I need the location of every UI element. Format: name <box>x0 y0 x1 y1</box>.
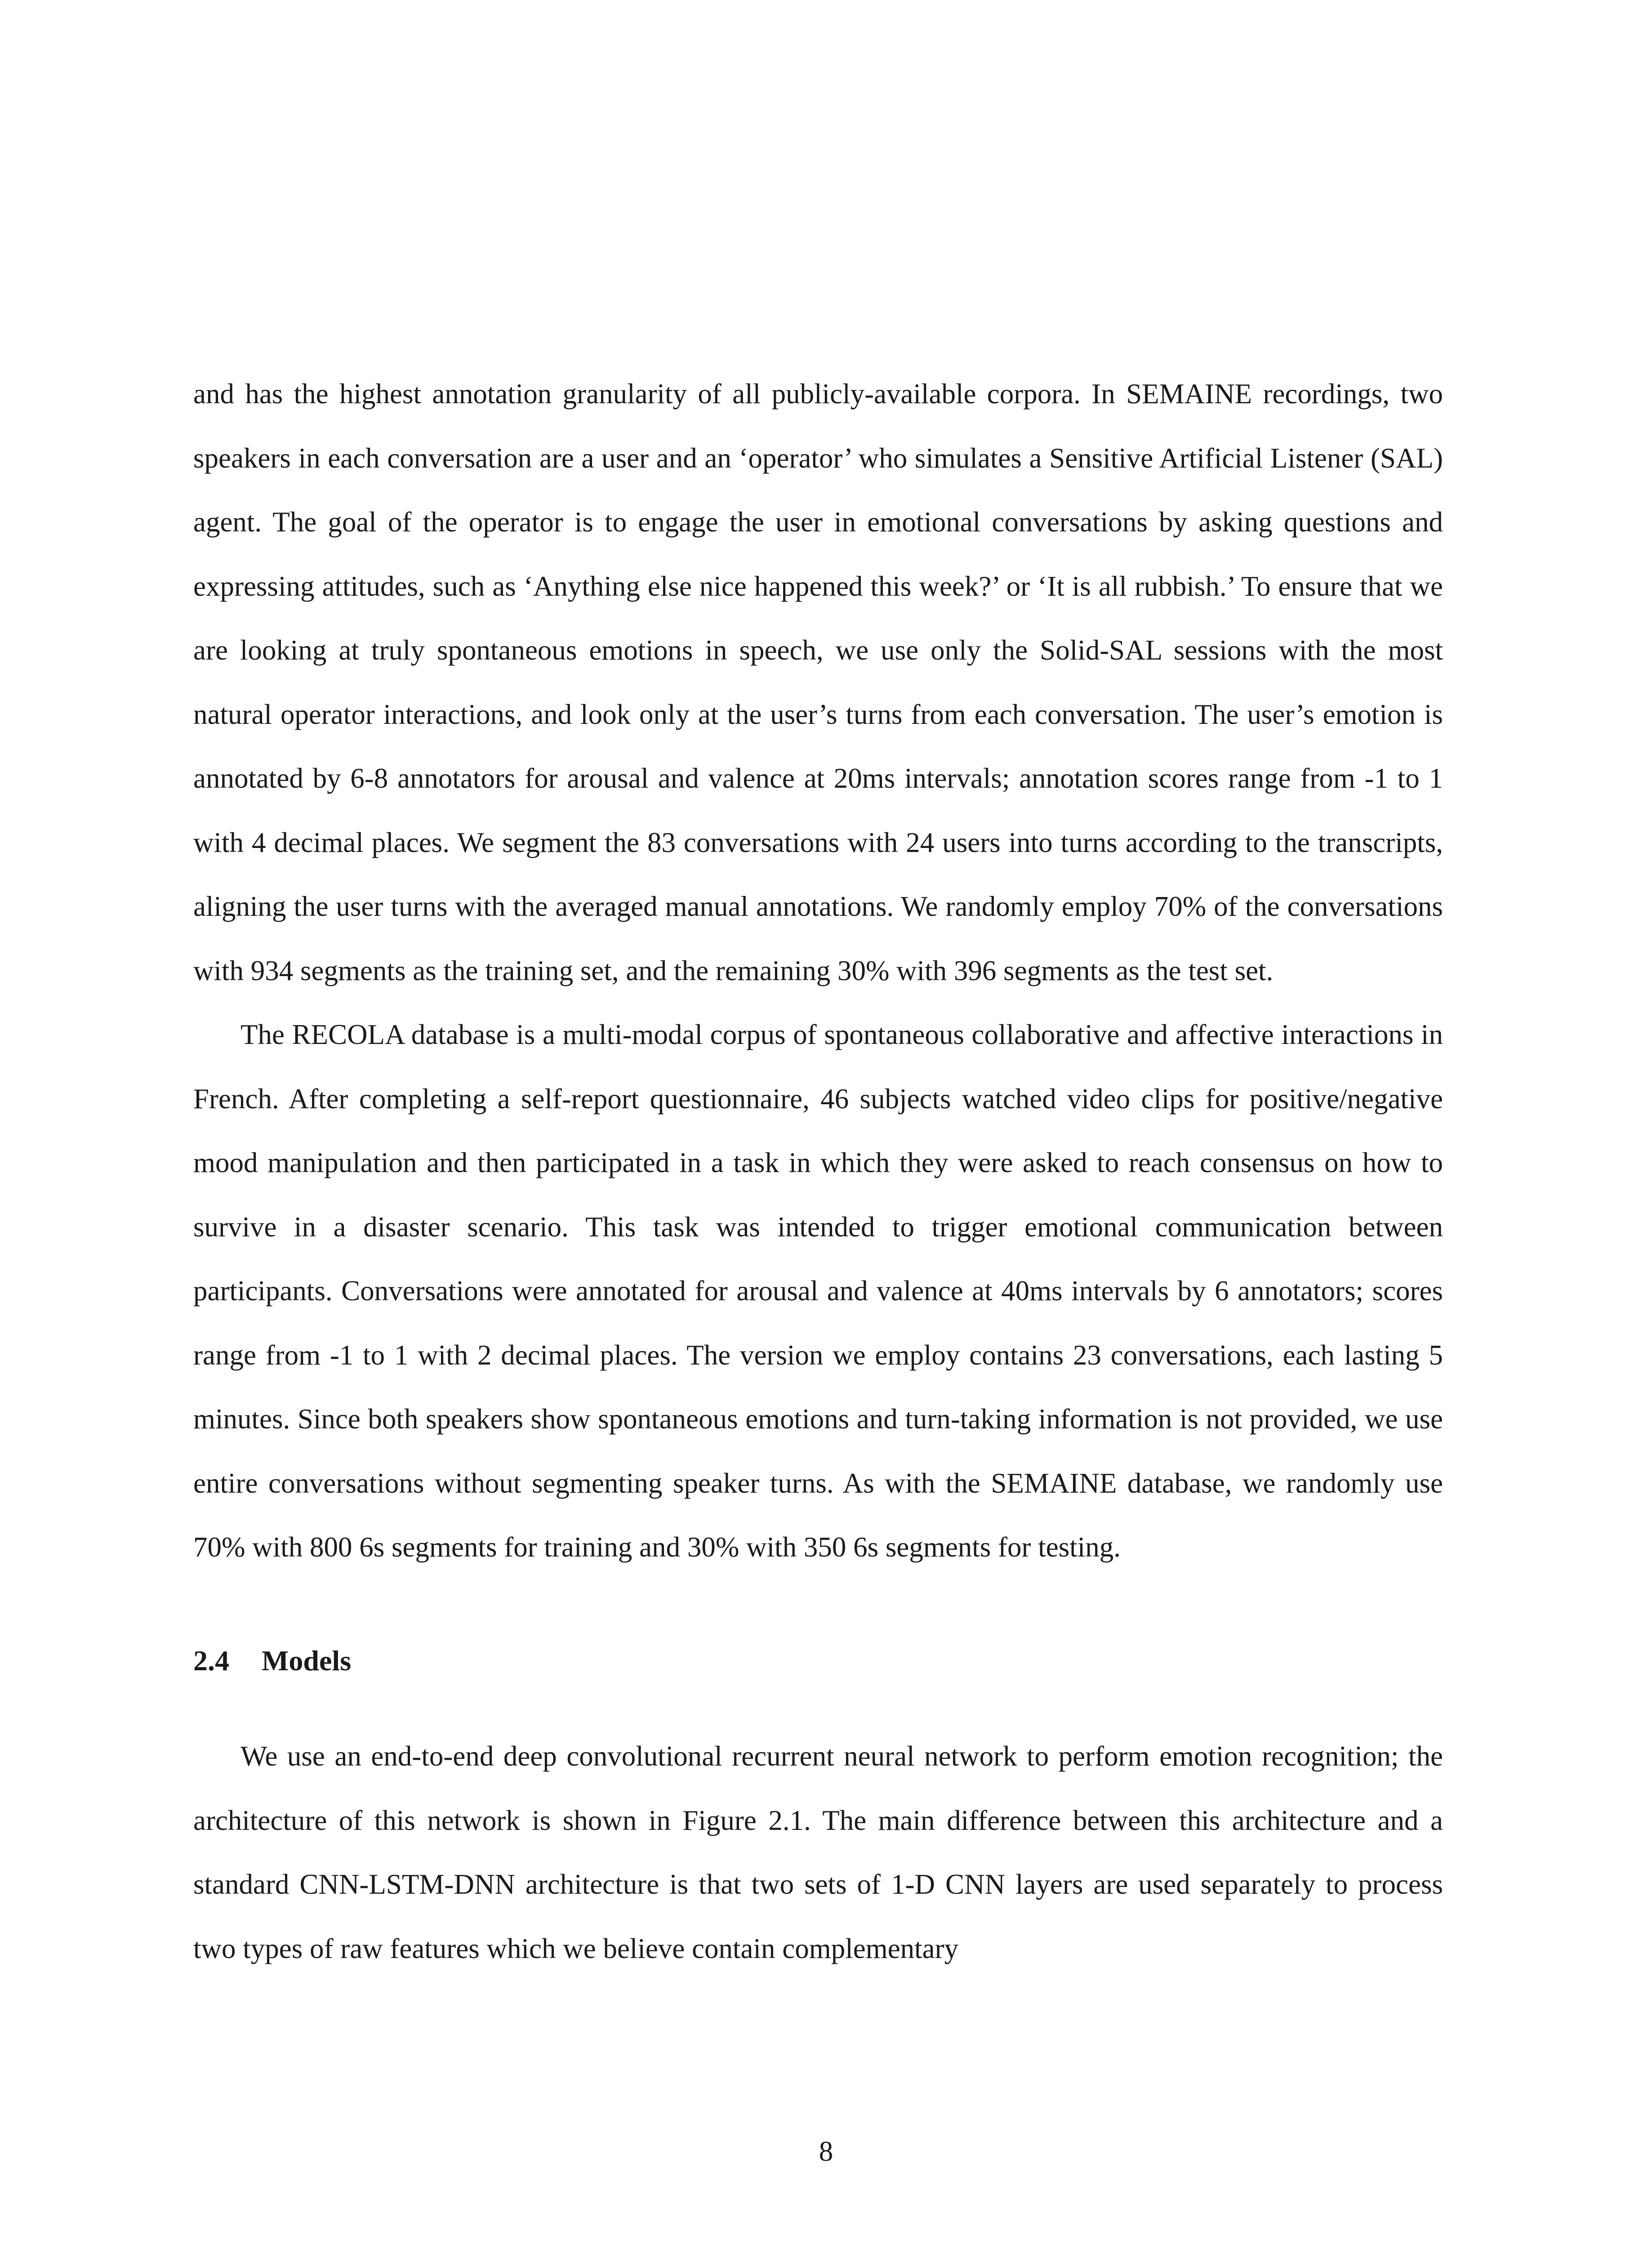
section-heading <box>193 1629 1443 1693</box>
heading-spacer <box>193 1693 1443 1724</box>
section-spacer <box>193 1579 1443 1629</box>
body-text <box>193 362 1443 1980</box>
paragraph-recola: The RECOLA database is a multi-modal corpus of spontaneous collaborative and affective interactions in French. After completing a self-report questionnaire, 46 subjects watched video clips for positive/negative mood manipulation and then participated in a task in which they were asked to reach consensus on how to survive in a disaster scenario. This task was intended to trigger emotional communication between participants. Conversations were annotated for arousal and valence at 40ms intervals by 6 annotators; scores range from -1 to 1 with 2 decimal places. The version we employ contains 23 conversations, each lasting 5 minutes. Since both speakers show spontaneous emotions and turn-taking information is not provided, we use entire conversations without segmenting speaker turns. As with the SEMAINE database, we randomly use 70% with 800 6s segments for training and 30% with 350 6s segments for testing. <box>193 1019 1443 1563</box>
section-title: Models <box>262 1644 352 1677</box>
paragraph-semaine: and has the highest annotation granularity of all publicly-available corpora. In SEMAINE recordings, two speakers in each conversation are a user and an ‘operator’ who simulates a Sensitive Artificial Listener (SAL) agent. The goal of the operator is to engage the user in emotional conversations by asking questions and expressing attitudes, such as ‘Anything else nice happened this week?’ or ‘It is all rubbish.’ To ensure that we are looking at truly spontaneous emotions in speech, we use only the Solid-SAL sessions with the most natural operator interactions, and look only at the user’s turns from each conversation. The user’s emotion is annotated by 6-8 annotators for arousal and valence at 20ms intervals; annotation scores range from -1 to 1 with 4 decimal places. We segment the 83 conversations with 24 users into turns according to the transcripts, aligning the user turns with the averaged manual annotations. We randomly employ 70% of the conversations with 934 segments as the training set, and the remaining 30% with 396 segments as the test set. <box>193 378 1443 986</box>
paragraph-models: We use an end-to-end deep convolutional recurrent neural network to perform emotion recognition; the architecture of this network is shown in Figure 2.1. The main difference between this architecture and a standard CNN-LSTM-DNN architecture is that two sets of 1-D CNN layers are used separately to process two types of raw features which we believe contain complementary <box>193 1740 1443 1964</box>
section-number: 2.4 <box>193 1644 229 1677</box>
page-number: 8 <box>819 2136 833 2167</box>
